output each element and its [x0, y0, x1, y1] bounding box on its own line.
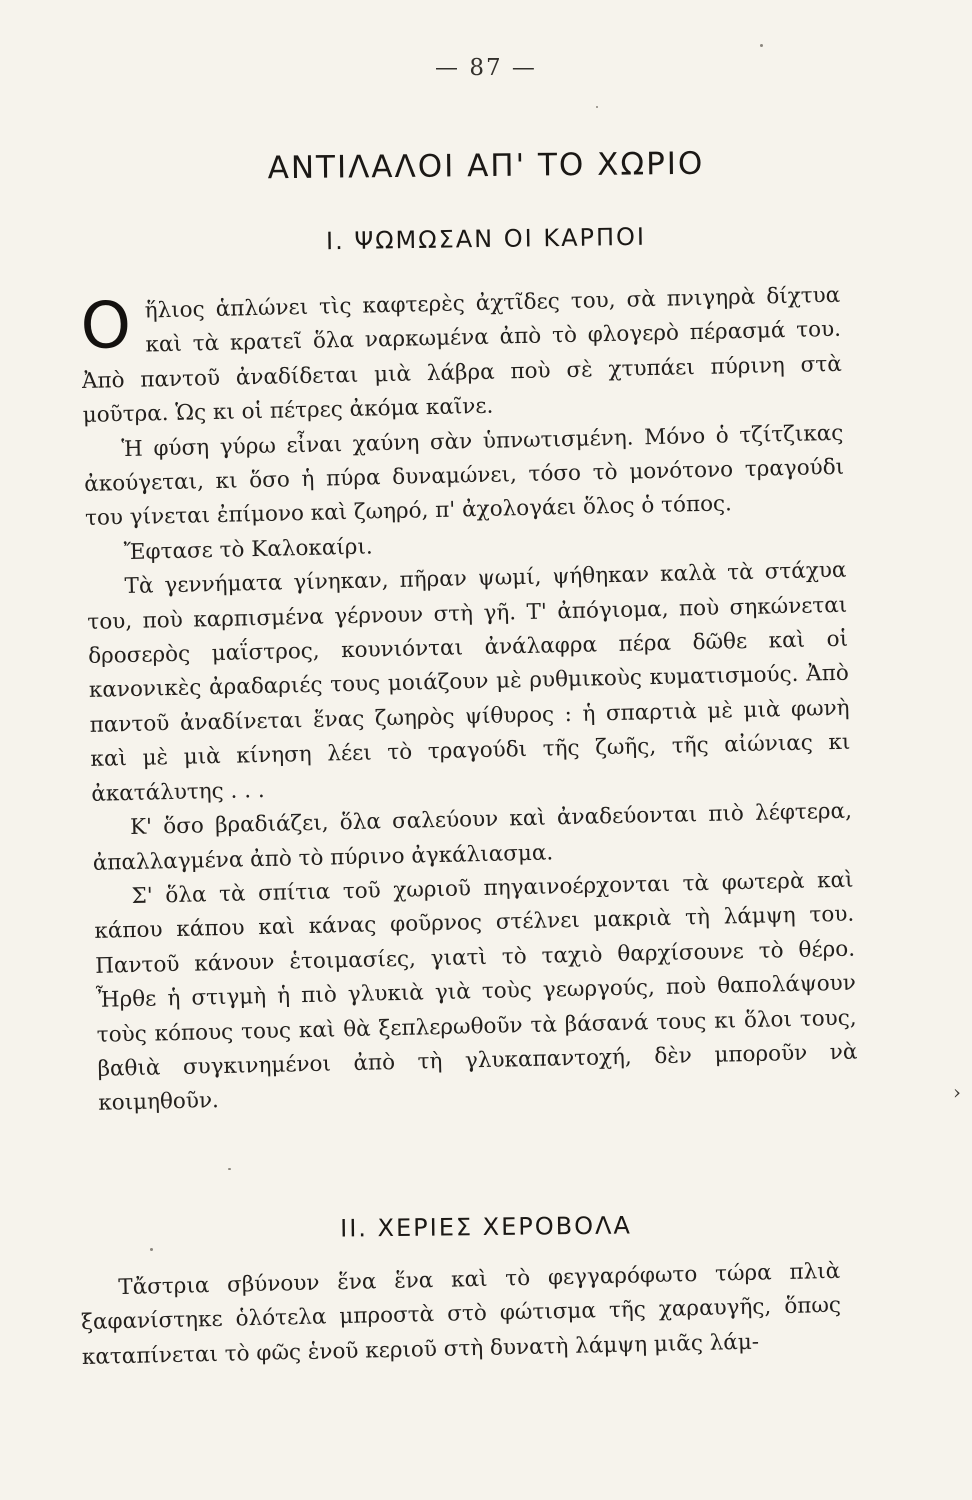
paragraph: Ἡ φύση γύρω εἶναι χαύνη σὰν ὑπνωτισμένη. Μόνο ὁ τζίτζικας ἀκούγεται, κι ὅσο ἡ πύρα δυναμώνει, τόσο τὸ μονότονο τραγούδι του γίνεται ἐπίμονο καὶ ζωηρό, π' ἀχολογάει ὅλος ὁ τόπος. — [83, 420, 845, 532]
section-heading-1: Ι. ΨΩΜΩΣΑΝ ΟΙ ΚΑΡΠΟΙ — [325, 222, 647, 256]
margin-mark: › — [953, 1080, 961, 1104]
paper-speck — [150, 1248, 153, 1251]
paper-speck — [596, 106, 598, 108]
paragraph: Κ' ὅσο βραδιάζει, ὅλα σαλεύουν καὶ ἀναδεύονται πιὸ λέφτερα, ἀπαλλαγμένα ἀπὸ τὸ πύρινο ἀγκάλιασμα. — [92, 798, 853, 876]
paragraph: Τἄστρια σβύνουν ἕνα ἕνα καὶ τὸ φεγγαρόφωτο τώρα πλιὰ ξαφανίστηκε ὁλότελα μπροστὰ στὸ φώτισμα τῆς χαραυγῆς, ὅπως καταπίνεται τὸ φῶς ἑνοῦ κεριοῦ στὴ δυνατὴ λάμψη μιᾶς λάμ- — [80, 1258, 842, 1370]
paper-speck — [760, 44, 763, 47]
chapter-title: ΑΝΤΙΛΑΛΟΙ ΑΠ' ΤΟ ΧΩΡΙΟ — [267, 145, 705, 187]
paragraph: Σ' ὅλα τὰ σπίτια τοῦ χωριοῦ πηγαινοέρχονται τὰ φωτερὰ καὶ κάπου κάπου καὶ κάνας φοῦρνος στέλνει μακριὰ τὴ λάμψη του. Παντοῦ κάνουν ἑτοιμασίες, γιατὶ τὸ ταχιὸ θαρχίσουνε τὸ θέρο. Ἦρθε ἡ στιγμὴ ἡ πιὸ γλυκιὰ γιὰ τοὺς γεωργούς, ποὺ θαπολάψουν τοὺς κόπους τους καὶ θὰ ξεπλερωθοῦν τὰ βάσανά τους κι ὅλοι τους, βαθιὰ συγκινημένοι ἀπὸ τὴ γλυκαπαντοχή, δὲν μποροῦν νὰ κοιμηθοῦν. — [94, 867, 858, 1117]
section-1-text — [80, 279, 859, 1122]
paragraph — [80, 279, 843, 434]
paragraph-text: ἥλιος ἁπλώνει τὶς καφτερὲς ἀχτῖδες του, σὰ πνιγηρὰ δίχτυα καὶ τὰ κρατεῖ ὅλα ναρκωμένα ἀπὸ τὸ φλογερὸ πέρασμά του. Ἀπὸ παντοῦ ἀναδίδεται μιὰ λάβρα ποὺ σὲ χτυπάει πύρινη στὰ μοῦτρα. Ὡς κι οἱ πέτρες ἀκόμα καῖνε. — [81, 282, 843, 429]
paper-speck — [228, 1168, 231, 1170]
paragraph: Ἔφτασε τὸ Καλοκαίρι. — [123, 534, 373, 565]
drop-capital: Ο — [79, 288, 132, 364]
section-2-text — [80, 1255, 842, 1375]
page-number: — 87 — — [435, 55, 537, 81]
paragraph: Τὰ γεννήματα γίνηκαν, πῆραν ψωμί, ψήθηκαν καλὰ τὰ στάχυα του, ποὺ καρπισμένα γέρνουν στὴ γῆ. Τ' ἀπόγιομα, ποὺ σηκώνεται δροσερὸς μαΐστρος, κουνιόνται ἀνάλαφρα πέρα δῶθε καὶ οἱ κανονικὲς ἀραδαριές τους μοιάζουν μὲ ρυθμικοὺς κυματισμούς. Ἀπὸ παντοῦ ἀναδίνεται ἕνας ζωηρὸς ψίθυρος : ἡ σπαρτιὰ μὲ μιὰ φωνὴ καὶ μὲ μιὰ κίνηση λέει τὸ τραγούδι τῆς ζωῆς, τῆς αἰώνιας κι ἀκατάλυτης . . . — [87, 557, 851, 807]
section-heading-2: ΙΙ. ΧΕΡΙΕΣ ΧΕΡΟΒΟΛΑ — [340, 1211, 632, 1243]
